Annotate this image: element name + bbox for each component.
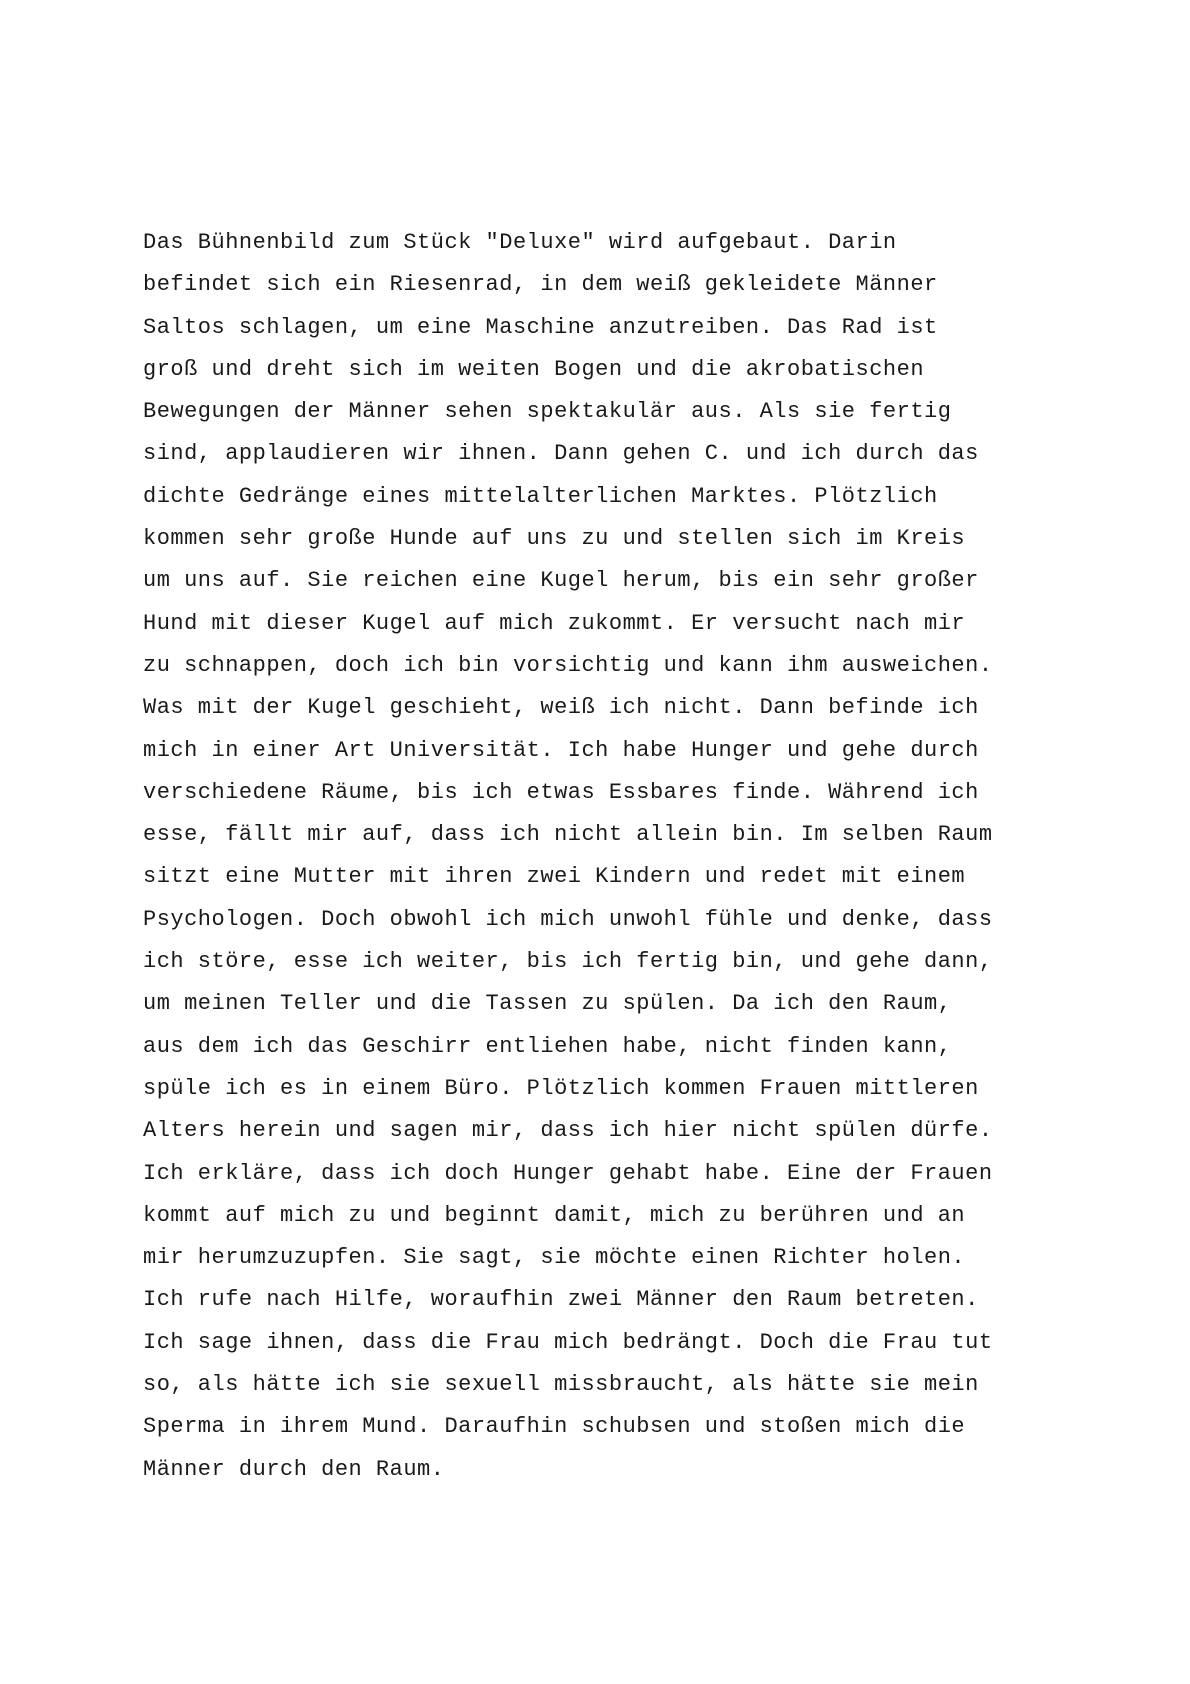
text-line: ich störe, esse ich weiter, bis ich fertig bin, und gehe dann, xyxy=(143,949,993,975)
text-line: dichte Gedränge eines mittelalterlichen Marktes. Plötzlich xyxy=(143,483,938,509)
text-line: mir herumzuzupfen. Sie sagt, sie möchte einen Richter holen. xyxy=(143,1245,966,1271)
text-line: Saltos schlagen, um eine Maschine anzutreiben. Das Rad ist xyxy=(143,314,938,340)
text-line: groß und dreht sich im weiten Bogen und die akrobatischen xyxy=(143,356,925,382)
text-line: befindet sich ein Riesenrad, in dem weiß gekleidete Männer xyxy=(143,272,938,298)
text-line: aus dem ich das Geschirr entliehen habe, nicht finden kann, xyxy=(143,1033,952,1059)
text-line: Ich rufe nach Hilfe, woraufhin zwei Männer den Raum betreten. xyxy=(143,1287,979,1313)
body-text xyxy=(143,222,1143,1491)
text-line: um uns auf. Sie reichen eine Kugel herum, bis ein sehr großer xyxy=(143,568,979,594)
text-line: Hund mit dieser Kugel auf mich zukommt. Er versucht nach mir xyxy=(143,610,966,636)
text-line: Psychologen. Doch obwohl ich mich unwohl fühle und denke, dass xyxy=(143,906,993,932)
text-line: Männer durch den Raum. xyxy=(143,1456,445,1482)
text-line: Sperma in ihrem Mund. Daraufhin schubsen und stoßen mich die xyxy=(143,1414,966,1440)
text-line: Alters herein und sagen mir, dass ich hier nicht spülen dürfe. xyxy=(143,1118,993,1144)
text-line: kommt auf mich zu und beginnt damit, mich zu berühren und an xyxy=(143,1202,966,1228)
text-line: Das Bühnenbild zum Stück "Deluxe" wird aufgebaut. Darin xyxy=(143,230,897,255)
text-line: mich in einer Art Universität. Ich habe Hunger und gehe durch xyxy=(143,737,979,763)
text-line: Was mit der Kugel geschieht, weiß ich nicht. Dann befinde ich xyxy=(143,695,979,721)
text-line: Ich sage ihnen, dass die Frau mich bedrängt. Doch die Frau tut xyxy=(143,1329,993,1355)
text-line: so, als hätte ich sie sexuell missbraucht, als hätte sie mein xyxy=(143,1372,979,1398)
text-line: zu schnappen, doch ich bin vorsichtig und kann ihm ausweichen. xyxy=(143,652,993,678)
text-line: sind, applaudieren wir ihnen. Dann gehen C. und ich durch das xyxy=(143,441,979,467)
text-line: kommen sehr große Hunde auf uns zu und stellen sich im Kreis xyxy=(143,526,966,552)
text-line: um meinen Teller und die Tassen zu spülen. Da ich den Raum, xyxy=(143,991,952,1017)
text-line: Ich erkläre, dass ich doch Hunger gehabt habe. Eine der Frauen xyxy=(143,1160,993,1186)
text-line: esse, fällt mir auf, dass ich nicht allein bin. Im selben Raum xyxy=(143,822,993,848)
text-line: verschiedene Räume, bis ich etwas Essbares finde. Während ich xyxy=(143,779,979,805)
text-line: sitzt eine Mutter mit ihren zwei Kindern und redet mit einem xyxy=(143,864,966,890)
text-line: spüle ich es in einem Büro. Plötzlich kommen Frauen mittleren xyxy=(143,1075,979,1101)
text-line: Bewegungen der Männer sehen spektakulär aus. Als sie fertig xyxy=(143,399,952,425)
